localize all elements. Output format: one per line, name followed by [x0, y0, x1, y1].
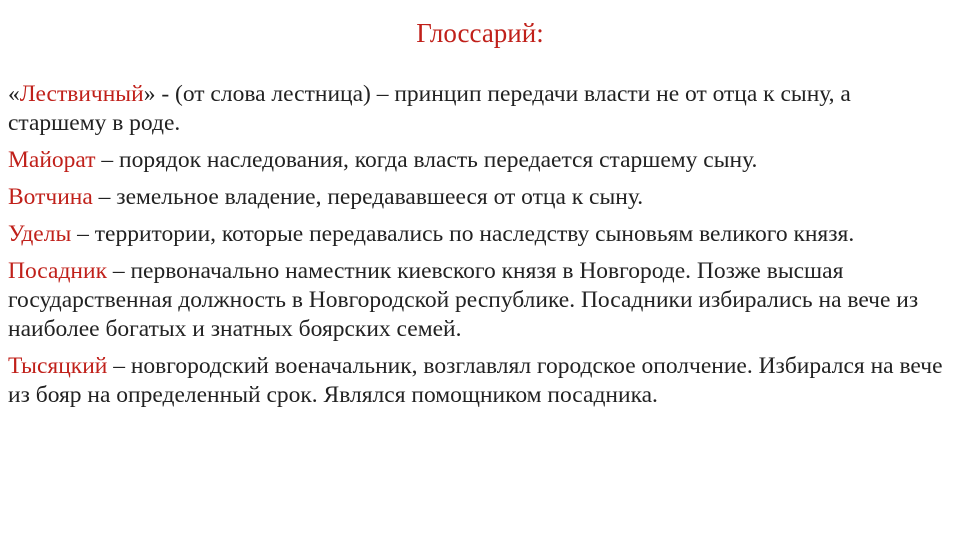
close-quote: »: [143, 81, 156, 107]
glossary-definition: – первоначально наместник киевского князя в Новгороде. Позже высшая государственная должность в Новгородской республике. Посадники избирались на вече из наиболее богатых и знатных боярских семей.: [8, 258, 919, 342]
glossary-entry-votchina: [8, 183, 948, 212]
glossary-definition: – порядок наследования, когда власть передается старшему сыну.: [95, 147, 758, 173]
glossary-term: Вотчина: [8, 184, 93, 210]
glossary-term: Посадник: [8, 258, 107, 284]
glossary-definition: – земельное владение, передававшееся от отца к сыну.: [92, 184, 644, 210]
glossary-entry-lestvichny: [8, 80, 948, 138]
glossary-definition: – территории, которые передавались по наследству сыновьям великого князя.: [71, 221, 855, 247]
glossary-entry-mayorat: [8, 146, 948, 175]
glossary-term: Майорат: [8, 147, 96, 173]
glossary-definition: – новгородский военачальник, возглавлял городское ополчение. Избирался на вече из бояр на определенный срок. Являлся помощником посадника.: [8, 353, 943, 408]
glossary-term: Тысяцкий: [8, 353, 108, 379]
glossary-list: [8, 80, 948, 418]
glossary-entry-tysyatsky: [8, 352, 948, 410]
glossary-entry-posadnik: [8, 257, 948, 344]
glossary-term: Лествичный: [19, 81, 144, 107]
page-title: Глоссарий:: [416, 18, 544, 48]
glossary-entry-udely: [8, 220, 948, 249]
open-quote: «: [8, 81, 20, 107]
glossary-definition: - (от слова лестница) – принцип передачи власти не от отца к сыну, а старшему в роде.: [8, 81, 851, 136]
glossary-term: Уделы: [8, 221, 72, 247]
